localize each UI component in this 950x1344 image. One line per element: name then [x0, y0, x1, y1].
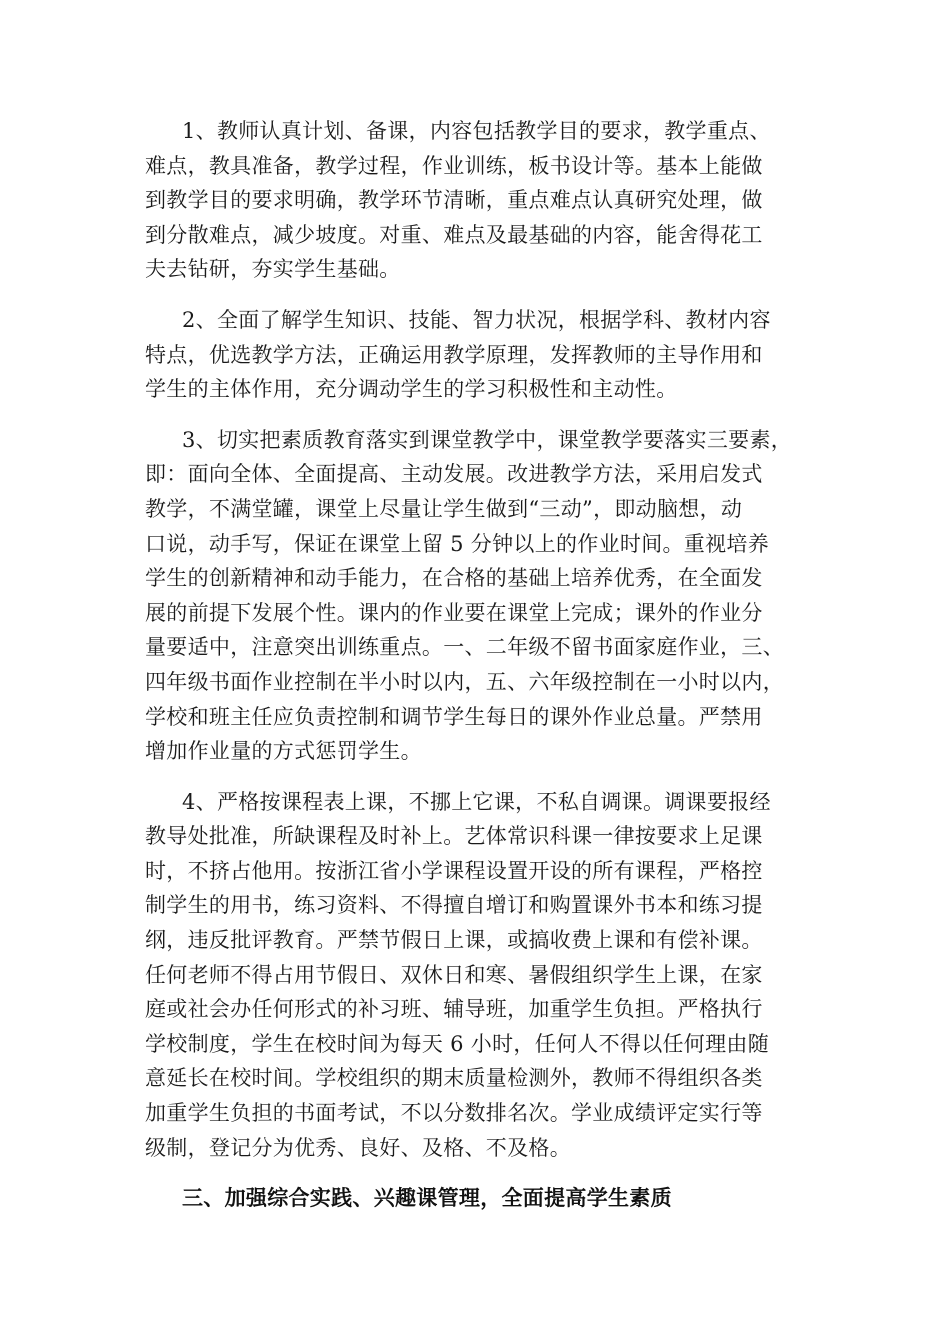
paragraph-line: 2、全面了解学生知识、技能、智力状况，根据学科、教材内容 [182, 307, 771, 332]
paragraph-line: 学校制度，学生在校时间为每天 6 小时，任何人不得以任何理由随 [145, 1031, 770, 1056]
paragraph-line: 4、严格按课程表上课，不挪上它课，不私自调课。调课要报经 [182, 789, 771, 814]
paragraph-line: 学校和班主任应负责控制和调节学生每日的课外作业总量。严禁用 [145, 704, 763, 729]
paragraph-spacer [145, 769, 805, 785]
paragraph-2 [145, 303, 805, 407]
paragraph-line: 教学，不满堂罐，课堂上尽量让学生做到“三动”，即动脑想，动 [145, 496, 743, 521]
paragraph-spacer [145, 407, 805, 423]
paragraph-line: 学生的主体作用，充分调动学生的学习积极性和主动性。 [145, 377, 678, 402]
paragraph-line: 增加作业量的方式惩罚学生。 [145, 739, 422, 764]
paragraph-line: 1、教师认真计划、备课，内容包括教学目的要求，教学重点、 [182, 119, 771, 143]
document-body [145, 114, 805, 1216]
paragraph-line: 量要适中，注意突出训练重点。一、二年级不留书面家庭作业，三、 [145, 635, 784, 660]
paragraph-line: 时，不挤占他用。按浙江省小学课程设置开设的所有课程，严格控 [145, 858, 763, 883]
paragraph-line: 展的前提下发展个性。课内的作业要在课堂上完成；课外的作业分 [145, 600, 763, 625]
paragraph-line: 意延长在校时间。学校组织的期末质量检测外，教师不得组织各类 [145, 1066, 763, 1091]
paragraph-spacer [145, 1165, 805, 1181]
paragraph-4 [145, 785, 805, 1166]
paragraph-line: 夫去钻研，夯实学生基础。 [145, 257, 401, 282]
paragraph-line: 学生的创新精神和动手能力，在合格的基础上培养优秀，在全面发 [145, 566, 763, 591]
paragraph-line: 即：面向全体、全面提高、主动发展。改进教学方法，采用启发式 [145, 462, 763, 487]
paragraph-line: 庭或社会办任何形式的补习班、辅导班，加重学生负担。严格执行 [145, 997, 763, 1022]
paragraph-line: 级制，登记分为优秀、良好、及格、不及格。 [145, 1135, 571, 1160]
paragraph-line: 到教学目的要求明确，教学环节清晰，重点难点认真研究处理，做 [145, 188, 763, 213]
section-heading: 三、加强综合实践、兴趣课管理，全面提高学生素质 [182, 1186, 672, 1211]
paragraph-line: 口说，动手写，保证在课堂上留 5 分钟以上的作业时间。重视培养 [145, 531, 770, 556]
paragraph-1 [145, 114, 805, 287]
paragraph-line: 加重学生负担的书面考试，不以分数排名次。学业成绩评定实行等 [145, 1101, 763, 1126]
paragraph-line: 3、切实把素质教育落实到课堂教学中，课堂教学要落实三要素， [182, 427, 793, 452]
paragraph-line: 教导处批准，所缺课程及时补上。艺体常识科课一律按要求上足课 [145, 824, 763, 849]
paragraph-line: 任何老师不得占用节假日、双休日和寒、暑假组织学生上课，在家 [145, 962, 763, 987]
paragraph-spacer [145, 287, 805, 303]
paragraph-line: 难点，教具准备，教学过程，作业训练，板书设计等。基本上能做 [145, 153, 763, 178]
paragraph-line: 纲，违反批评教育。严禁节假日上课，或搞收费上课和有偿补课。 [145, 928, 763, 953]
paragraph-line: 到分散难点，减少坡度。对重、难点及最基础的内容，能舍得花工 [145, 222, 763, 247]
paragraph-line: 特点，优选教学方法，正确运用教学原理，发挥教师的主导作用和 [145, 342, 763, 367]
paragraph-3 [145, 423, 805, 769]
paragraph-line: 四年级书面作业控制在半小时以内，五、六年级控制在一小时以内， [145, 669, 784, 694]
paragraph-line: 制学生的用书，练习资料、不得擅自增订和购置课外书本和练习提 [145, 893, 763, 918]
